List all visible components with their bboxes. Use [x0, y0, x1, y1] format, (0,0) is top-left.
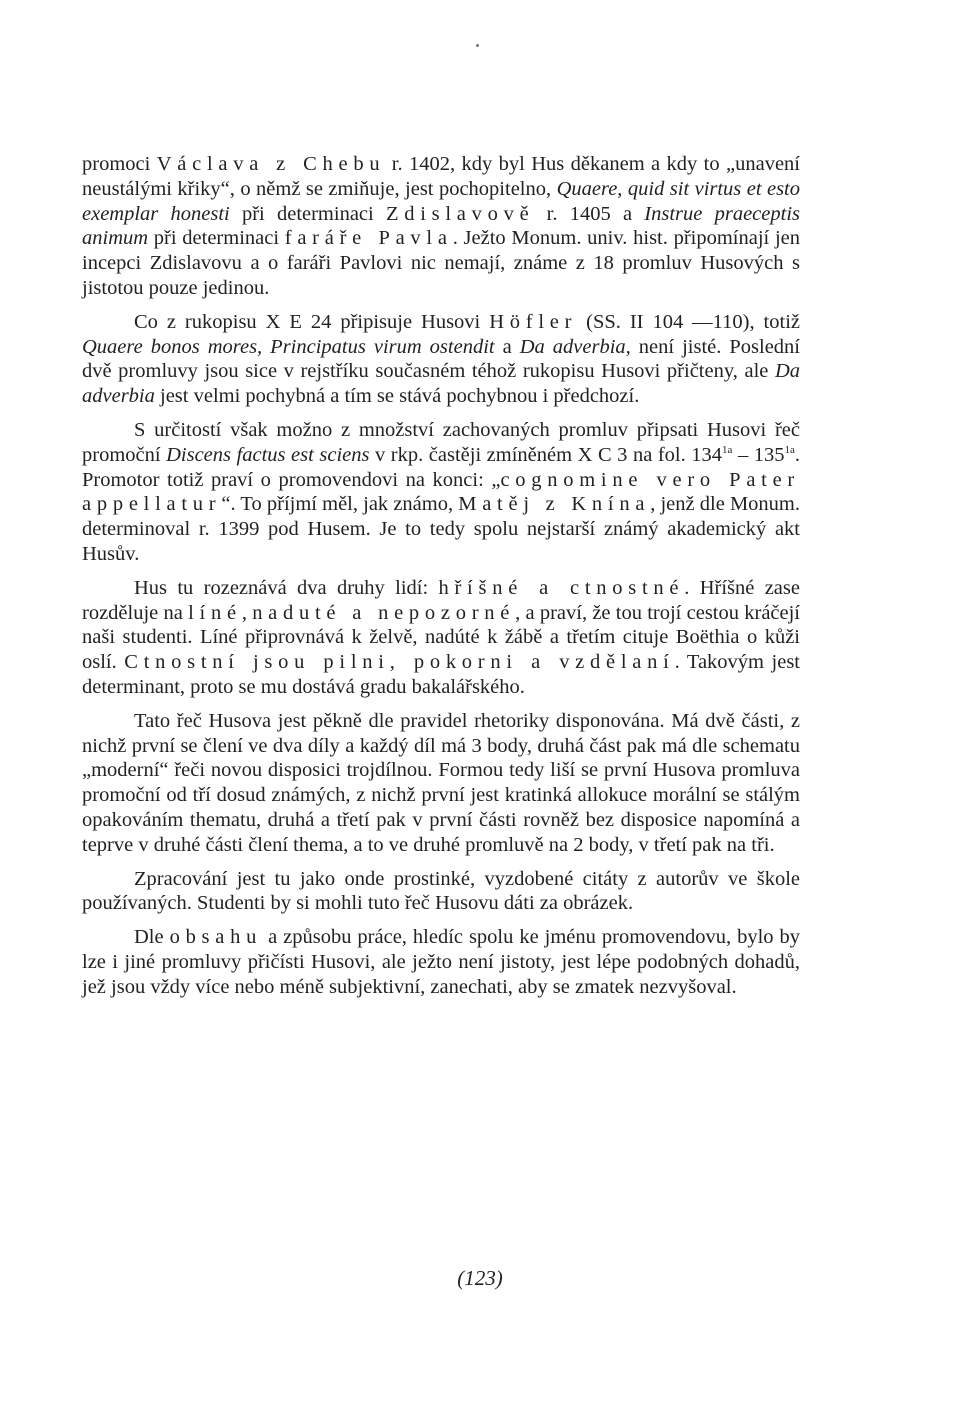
- paragraph: [82, 310, 800, 409]
- text-run: . Takovým jest determinant, proto se mu dostává gradu bakalářského.: [82, 651, 801, 698]
- spaced-text: Ctnostní jsou pilni, pokorni a vzdělaní: [124, 651, 675, 674]
- text-run: v rkp. častěji zmíněném X C 3 na fol. 134: [369, 443, 723, 466]
- spaced-text: cognomine vero Pater appellatur: [82, 468, 800, 516]
- spaced-text: líné: [188, 601, 242, 624]
- superscript: 1a: [784, 443, 795, 456]
- text-run: není jisté. Poslední dvě promluvy jsou sice v rejstříku současném téhož rukopisu Husovi přičteny, ale: [82, 335, 800, 383]
- superscript: 1a: [722, 443, 733, 456]
- paragraph: [82, 709, 800, 858]
- text-run: Zpracování jest tu jako onde prostinké, vyzdobené citáty z autorův ve škole používaných. Studenti by si mohli tuto řeč Husovu dáti za obrázek.: [82, 867, 800, 915]
- page-body: [82, 152, 800, 1009]
- spaced-text: Höfler: [489, 310, 578, 333]
- text-run: při determinaci: [148, 227, 285, 250]
- spaced-text: faráře Pavla: [284, 227, 453, 250]
- text-run: (SS. II 104 —110), totiž: [577, 310, 800, 333]
- text-run: a způsobu práce, hledíc spolu ke jménu promovendovu, bylo by lze i jiné promluvy přičísti Husovi, ale ježto není jistoty, jest lépe podobných dohadů, jež jsou vždy více nebo méně subjektivní, zanechati, aby se zmatek nezvyšoval.: [82, 926, 800, 998]
- italic-text: Quaere bonos mores, Principatus virum ostendit: [82, 335, 495, 358]
- text-run: , a praví, že tou trojí cestou kráčejí naši studenti. Líné připrovnává k želvě, nadúté k žábě a třetím cituje Boëthia o kůži oslí.: [82, 601, 801, 674]
- text-run: Dle: [134, 926, 170, 949]
- stray-ink-dot: [476, 44, 479, 47]
- text-run: a: [494, 335, 520, 358]
- text-run: r. 1405 a: [534, 202, 645, 225]
- spaced-text: hříšné a ctnostné: [438, 576, 685, 599]
- paragraph: [82, 576, 800, 700]
- paragraph: [82, 867, 800, 917]
- text-run: ,: [241, 601, 253, 624]
- text-run: při determinaci: [229, 202, 386, 225]
- text-run: “. To příjmí měl, jak známo,: [221, 493, 459, 516]
- spaced-text: Zdislavově: [385, 202, 535, 225]
- text-run: r. 1402, kdy byl Hus děkanem a kdy to „unavení neustálými křiky“, o němž se zmiňuje, jest pochopitelno,: [82, 153, 800, 200]
- paragraph: [82, 418, 800, 567]
- italic-text: Instrue praeceptis animum: [82, 202, 800, 250]
- paragraph: [82, 925, 800, 999]
- text-run: Co z rukopisu X E 24 připisuje Husovi: [134, 310, 490, 333]
- text-run: promoci: [82, 153, 157, 175]
- paragraph: [82, 152, 800, 301]
- page-number: (123): [457, 1266, 503, 1290]
- italic-text: Da adverbia: [82, 360, 800, 408]
- text-run: . Ježto Monum. univ. hist. připomínají jen incepci Zdislavovu a o faráři Pavlovi nic nemají, známe z 18 promluv Husových s jistotou pouze jedinou.: [82, 227, 801, 299]
- text-run: . Promotor totiž praví o promovendovi na konci: „: [82, 443, 800, 491]
- italic-text: Da adverbia,: [519, 335, 631, 358]
- spaced-text: Václava z Chebu: [156, 153, 386, 175]
- text-run: S určitostí však možno z množství zachovaných promluv připsati Husovi řeč promoční: [82, 418, 800, 466]
- spaced-text: Matěj z Knína: [458, 493, 651, 516]
- spaced-text: naduté a nepozorné: [252, 601, 516, 624]
- spaced-text: obsahu: [169, 926, 263, 949]
- italic-text: Discens factus est sciens: [166, 443, 370, 466]
- text-run: , jenž dle Monum. determinoval r. 1399 pod Husem. Je to tedy spolu nejstarší známý akademický akt Husův.: [82, 493, 800, 565]
- text-run: Hus tu rozeznává dva druhy lidí:: [134, 576, 439, 599]
- text-run: jest velmi pochybná a tím se stává pochybnou i předchozí.: [154, 385, 640, 408]
- text-run: Tato řeč Husova jest pěkně dle pravidel rhetoriky disponována. Má dvě části, z nichž první se člení ve dva díly a každý díl má 3 body, druhá část pak má dle schematu „moderní“ řeči novou disposici trojdílnou. Formou tedy liší se první Husova promluva promoční od tří dosud známých, z nichž první jest kratinká allokuce morální se stálým opakováním thematu, druhá a třetí pak v první části rovněž bez disposice napomíná a teprve v druhé části člení thema, a to ve druhé promluvě na 2 body, v třetí pak na tři.: [82, 709, 800, 856]
- text-run: – 135: [732, 443, 785, 466]
- italic-text: Quaere, quid sit virtus et esto exemplar honesti: [82, 177, 801, 225]
- text-run: . Hříšné zase rozděluje na: [82, 576, 800, 624]
